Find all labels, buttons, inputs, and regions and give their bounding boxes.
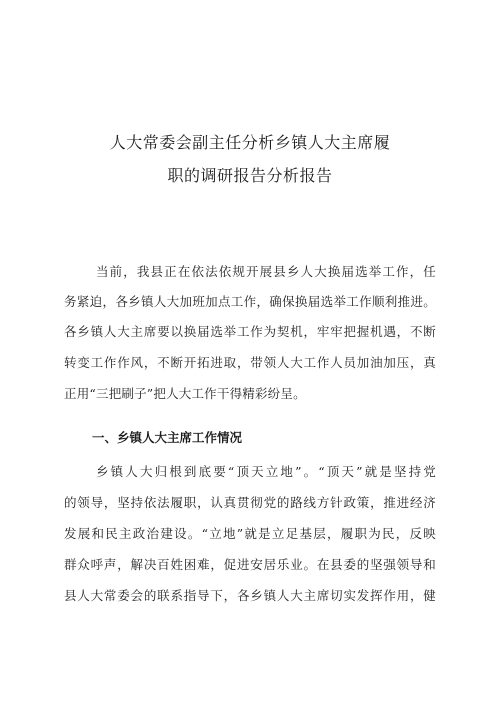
document-title-line-2: 职的调研报告分析报告 xyxy=(167,166,333,185)
paragraph-2-line-4: 群众呼声，解决百姓困难，促进安居乐业。在县委的坚强领导和 xyxy=(64,557,436,572)
paragraph-1-line-1: 当前，我县正在依法依规开展县乡人大换届选举工作，任 xyxy=(96,264,436,279)
paragraph-1-line-4: 转变工作作风，不断开拓进取，带领人大工作人员加油加压，真 xyxy=(64,355,436,370)
paragraph-1-line-2: 务紧迫，各乡镇人大加班加点工作，确保换届选举工作顺利推进。 xyxy=(64,294,436,309)
paragraph-2-line-3: 发展和民主政治建设。“立地”就是立足基层，履职为民，反映 xyxy=(64,526,436,541)
paragraph-1-line-5: 正用“三把刷子”把人大工作干得精彩纷呈。 xyxy=(64,386,306,401)
paragraph-2-line-1: 乡镇人大归根到底要“顶天立地”。“顶天”就是坚持党 xyxy=(96,464,436,479)
paragraph-2-line-5: 县人大常委会的联系指导下，各乡镇人大主席切实发挥作用，健 xyxy=(64,588,436,603)
paragraph-1-line-3: 各乡镇人大主席要以换届选举工作为契机，牢牢把握机遇，不断 xyxy=(64,324,436,339)
section-1-heading: 一、乡镇人大主席工作情况 xyxy=(92,430,243,445)
document-title-line-1: 人大常委会副主任分析乡镇人大主席履 xyxy=(109,133,391,152)
paragraph-2-line-2: 的领导，坚持依法履职，认真贯彻党的路线方针政策，推进经济 xyxy=(64,495,436,510)
